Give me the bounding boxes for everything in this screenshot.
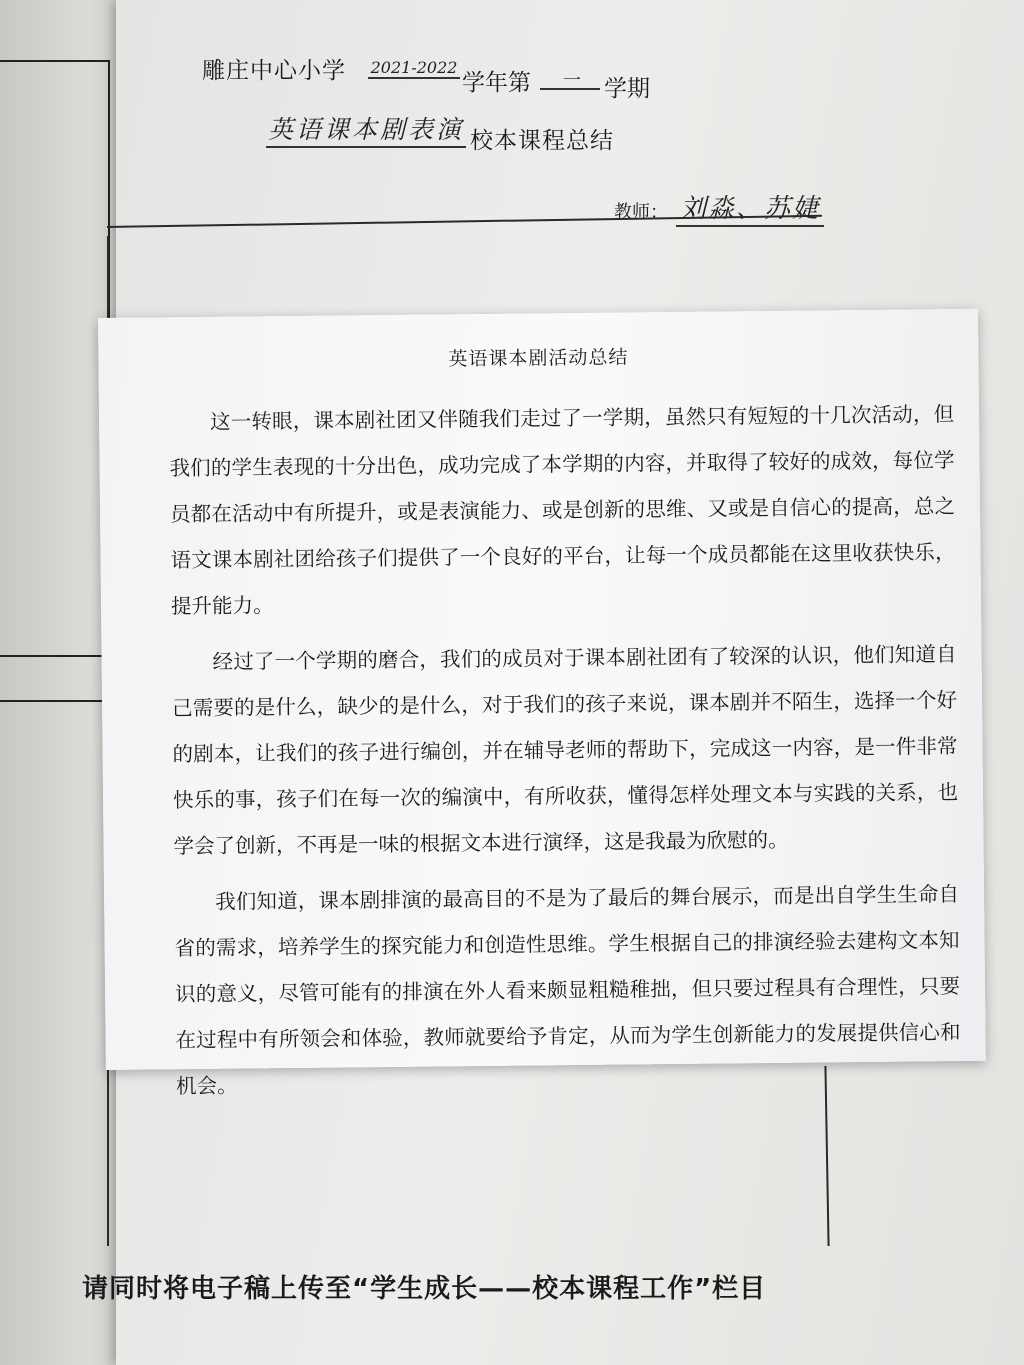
footer-upload-note: 请同时将电子稿上传至“学生成长——校本课程工作”栏目 <box>82 1274 767 1304</box>
table-rule <box>0 655 110 657</box>
summary-paragraph: 我们知道，课本剧排演的最高目的不是为了最后的舞台展示，而是出自学生生命自省的需求，培养学生的探究能力和创造性思维。学生根据自己的排演经验去建构文本知识的意义，尽管可能有的排演在外人看来颇显粗糙稚拙，但只要过程具有合理性，只要在过程中有所领会和体验，教师就要给予肯定，从而为学生创新能力的发展提供信心和机会。 <box>174 882 961 1099</box>
school-name: 雕庄中心小学 <box>202 58 346 84</box>
course-title-suffix: 校本课程总结 <box>470 128 614 154</box>
summary-body <box>169 391 961 1119</box>
pasted-summary-sheet <box>98 309 986 1099</box>
table-rule <box>0 700 110 702</box>
term-handwritten: 一 <box>540 66 600 90</box>
summary-paragraph: 这一转眼，课本剧社团又伴随我们走过了一学期，虽然只有短短的十几次活动，但我们的学生表现的十分出色，成功完成了本学期的内容，并取得了较好的成效，每位学员都在活动中有所提升，或是表演能力、或是创新的思维、又或是自信心的提高，总之语文课本剧社团给孩子们提供了一个良好的平台，让每一个成员都能在这里收获快乐，提升能力。 <box>169 402 956 619</box>
teacher-names-handwritten: 刘淼、苏婕 <box>676 188 824 227</box>
year-label: 学年第 <box>462 70 531 96</box>
course-name-handwritten: 英语课本剧表演 <box>266 110 466 148</box>
term-label: 学期 <box>604 76 650 102</box>
school-year-handwritten: 2021-2022 <box>368 58 460 79</box>
teacher-label: 教师： <box>614 202 668 223</box>
summary-title: 英语课本剧活动总结 <box>448 346 629 371</box>
table-rule <box>0 60 110 62</box>
summary-paragraph: 经过了一个学期的磨合，我们的成员对于课本剧社团有了较深的认识，他们知道自己需要的是什么，缺少的是什么，对于我们的孩子来说，课本剧并不陌生，选择一个好的剧本，让我们的孩子进行编创，并在辅导老师的帮助下，完成这一内容，是一件非常快乐的事，孩子们在每一次的编演中，有所收获，懂得怎样处理文本与实践的关系，也学会了创新，不再是一味的根据文本进行演绎，这是我最为欣慰的。 <box>171 642 959 859</box>
